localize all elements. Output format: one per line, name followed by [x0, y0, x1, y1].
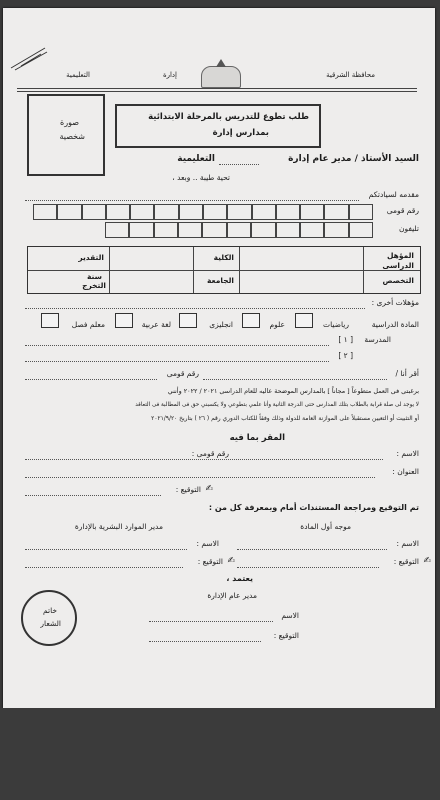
- applicant-section-heading: المقر بما فيه: [229, 433, 285, 443]
- director-name-label: الاسم: [281, 611, 299, 620]
- addressee-dots: [219, 164, 259, 165]
- supervisor-signature-line: [237, 567, 379, 568]
- form-title-line2: بمدارس إدارة: [212, 128, 269, 138]
- photo-box: [27, 94, 105, 176]
- photo-label-line2: شخصية: [59, 132, 85, 141]
- subject-label: المادة الدراسية: [371, 320, 419, 329]
- applicant-name-line: [25, 459, 383, 460]
- grade-label: التقدير: [78, 253, 104, 262]
- declarant-name-dots: [203, 379, 387, 380]
- supervisor-name-label: الاسم :: [396, 539, 419, 548]
- faculty-label: الكلية: [213, 253, 234, 262]
- grad-year-label-2: التخرج: [82, 281, 106, 290]
- school-label: المدرسة: [364, 335, 391, 344]
- other-qualifications-label: مؤهلات أخرى :: [371, 298, 419, 307]
- addressee-educational: التعليمية: [177, 154, 215, 164]
- department-label: إدارة: [162, 71, 177, 79]
- subject-science-checkbox[interactable]: [242, 313, 260, 328]
- title-box: [115, 104, 321, 148]
- subject-math-label: رياضيات: [323, 320, 349, 329]
- phone-boxes[interactable]: [105, 222, 373, 238]
- qualification-label-1: المؤهل: [386, 251, 414, 260]
- subject-math-checkbox[interactable]: [295, 313, 313, 328]
- seal-label-line2: الشعار: [40, 619, 61, 628]
- phone-label: تليفون: [398, 224, 419, 233]
- declaration-paragraph-1: برغبتى فى العمل متطوعاً [ مجاناً ] بالمدارس الموضحة عاليه للعام الدراسى ٢٠٢١ / ٢٠٢٢ وأنني: [167, 387, 419, 395]
- ministry-logo: [201, 66, 241, 88]
- applicant-name-dots: [25, 200, 359, 201]
- declaration-paragraph-3: أو التثبيت أو التعيين مستقبلاً على الموازنة العامة للدولة وذلك وفقاً للكتاب الدوري رقم ( ٢٦ ) بتاريخ ٢٠٢١/٩/٢٠: [151, 416, 419, 422]
- applicant-name-label: الاسم :: [396, 449, 419, 458]
- declaration-intro: أقر أنا /: [395, 369, 419, 378]
- school-1-number: [ ١ ]: [338, 335, 353, 344]
- review-heading: تم التوقيع ومراجعة المستندات أمام وبمعرفة كل من :: [208, 503, 419, 512]
- background-surface: [0, 708, 440, 800]
- director-signature-line: [149, 641, 261, 642]
- applicant-address-line: [25, 477, 375, 478]
- national-id-label: رقم قومى: [386, 206, 419, 215]
- supervisor-name-line: [237, 549, 387, 550]
- photo-label-line1: صورة: [60, 118, 79, 127]
- supervisor-pen-icon: ✍: [423, 556, 431, 566]
- director-signature-label: التوقيع :: [273, 631, 299, 640]
- school-2-number: [ ٢ ]: [338, 351, 353, 360]
- form-title-line1: طلب تطوع للتدريس بالمرحلة الابتدائية: [148, 112, 309, 122]
- header-divider: [17, 88, 417, 89]
- governorate-label: محافظة الشرقية: [326, 71, 375, 79]
- hr-name-line: [25, 549, 187, 550]
- director-title: مدير عام الإدارة: [207, 591, 257, 600]
- grad-year-label-1: سنة: [87, 272, 102, 281]
- signature-pen-icon: ✍: [205, 484, 213, 494]
- qualification-table: [27, 246, 421, 294]
- supervisor-signature-label: التوقيع :: [393, 557, 419, 566]
- declaration-national-id: رقم قومى: [166, 369, 199, 378]
- corner-scribble: [7, 44, 49, 72]
- subject-english-checkbox[interactable]: [179, 313, 197, 328]
- university-label: الجامعة: [206, 276, 234, 285]
- declaration-paragraph-2: لا يوجد لى صلة قرابة بالطلاب بتلك المدارس حتى الدرجة الثانية وأنا علمي بتطوعي ولا يكسبني حق فى المطالبة فى التعاقد: [135, 402, 419, 408]
- educational-label: التعليمية: [66, 71, 90, 79]
- school-2-dots: [25, 361, 329, 362]
- supervisor-title: موجه أول المادة: [300, 522, 351, 531]
- seal-label-line1: خاتم: [42, 606, 57, 615]
- hr-signature-line: [25, 567, 183, 568]
- specialization-label: التخصص: [382, 276, 414, 285]
- approval-heading: يعتمد ،: [226, 574, 253, 583]
- applicant-signature-label: التوقيع :: [175, 485, 201, 494]
- declaration-id-dots: [25, 379, 157, 380]
- subject-class-teacher-label: معلم فصل: [71, 320, 105, 329]
- hr-name-label: الاسم :: [196, 539, 219, 548]
- volunteer-form-page: [3, 8, 435, 708]
- subject-class-teacher-checkbox[interactable]: [41, 313, 59, 328]
- hr-pen-icon: ✍: [227, 556, 235, 566]
- hr-signature-label: التوقيع :: [197, 557, 223, 566]
- hr-director-title: مدير الموارد البشرية بالإدارة: [74, 522, 163, 531]
- subject-science-label: علوم: [269, 320, 285, 329]
- seal-circle: [21, 590, 77, 646]
- applicant-label: مقدمه لسيادتكم: [368, 190, 419, 199]
- subject-arabic-label: لغة عربية: [141, 320, 171, 329]
- addressee-line: السيد الأستاذ / مدير عام إدارة: [288, 154, 419, 164]
- greeting: تحية طيبة .. وبعد ،: [172, 173, 230, 182]
- subject-english-label: انجليزى: [209, 320, 233, 329]
- applicant-signature-line: [25, 495, 161, 496]
- applicant-address-label: العنوان :: [392, 467, 419, 476]
- header-divider-2: [17, 91, 417, 92]
- subject-arabic-checkbox[interactable]: [115, 313, 133, 328]
- applicant-national-id-label: رقم قومى :: [191, 449, 229, 458]
- school-1-dots: [25, 345, 329, 346]
- national-id-boxes[interactable]: [33, 204, 373, 220]
- other-qualifications-dots: [25, 308, 365, 309]
- director-name-line: [149, 621, 273, 622]
- qualification-label-2: الدراسى: [382, 261, 414, 270]
